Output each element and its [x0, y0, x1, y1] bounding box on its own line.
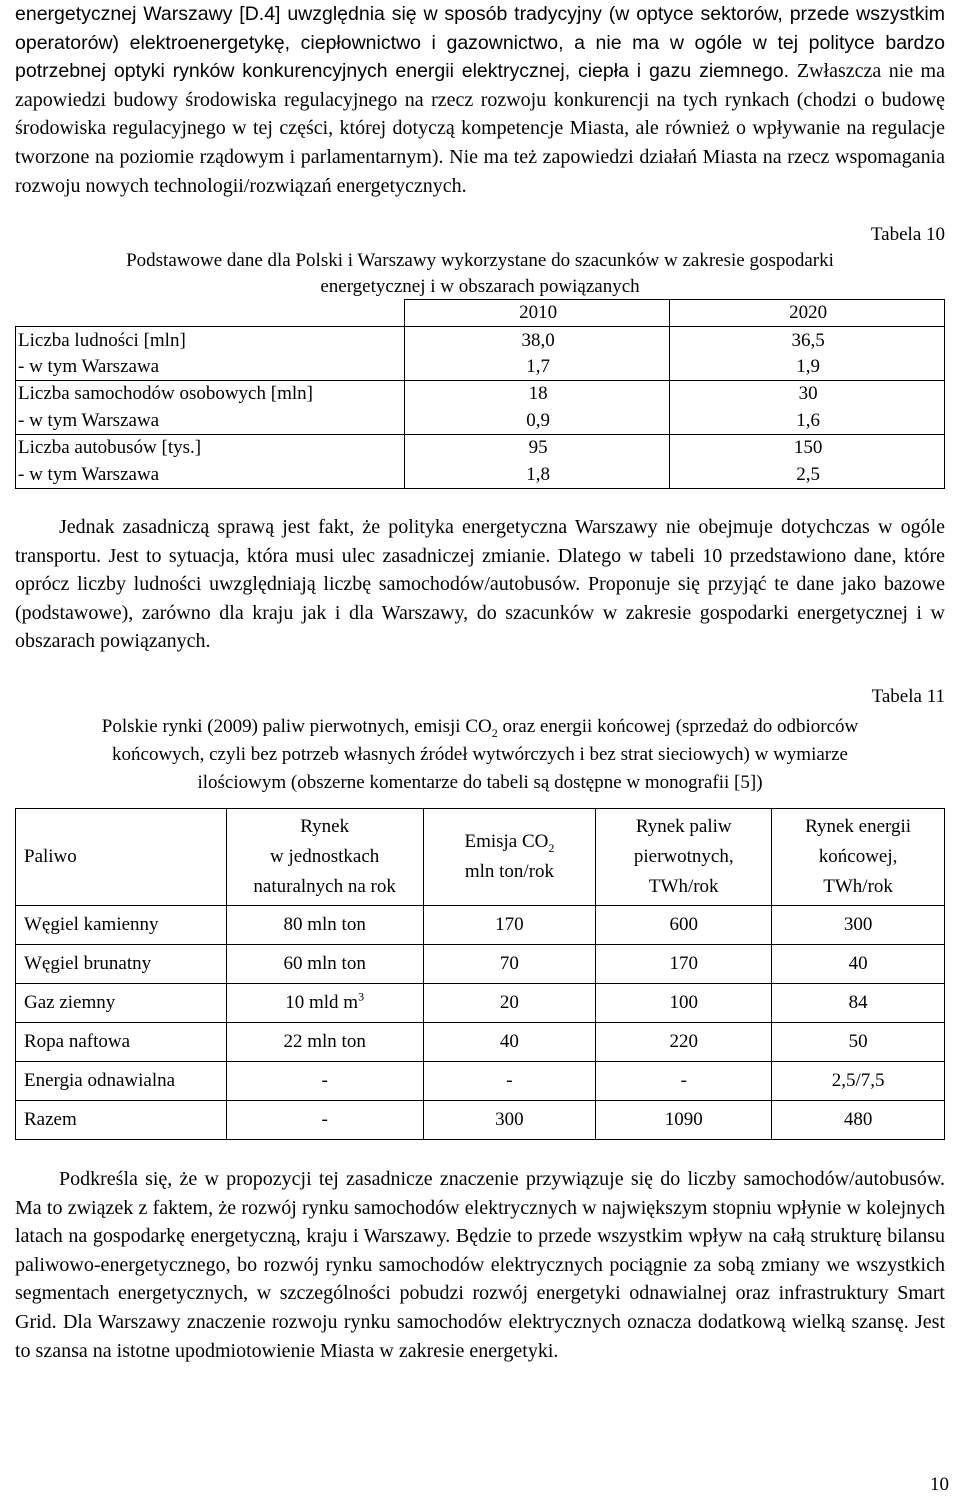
value-2020: 30 — [670, 381, 945, 408]
value-2010: 38,0 — [405, 327, 670, 354]
value-2010: 18 — [405, 381, 670, 408]
table-row — [16, 461, 945, 488]
cell-emisja: 70 — [423, 945, 596, 984]
cell-rynek: 22 mln ton — [226, 1023, 423, 1062]
table-row — [16, 984, 945, 1023]
cell-rynek: 10 mld $m^3$ — [226, 984, 423, 1023]
row-label: Liczba ludności [mln] — [16, 327, 405, 354]
table-10-label: Tabela 10 — [870, 224, 945, 245]
cell-paliwo: Gaz ziemny — [16, 984, 227, 1023]
cell-paliwo: Razem — [16, 1101, 227, 1140]
header-rynek-koncowy: Rynek energii końcowej, TWh/rok — [772, 809, 945, 906]
table-row — [16, 906, 945, 945]
cell-paliwo: Węgiel brunatny — [16, 945, 227, 984]
cell-pierwotne: 100 — [596, 984, 772, 1023]
paragraph-1 — [15, 0, 945, 200]
value-2020: 1,9 — [670, 354, 945, 381]
cell-emisja: - — [423, 1062, 596, 1101]
table-11-title — [15, 713, 945, 797]
table-10-title — [15, 248, 945, 300]
value-2020: 36,5 — [670, 327, 945, 354]
table-11-title-line-1: Polskie rynki (2009) paliw pierwotnych, emisji $CO_2$ oraz energii końcowej (sprzedaż do odbiorców — [101, 716, 859, 740]
cell-paliwo: Ropa naftowa — [16, 1023, 227, 1062]
table-11 — [15, 808, 945, 1140]
cell-koncowa: 40 — [772, 945, 945, 984]
value-2010: 1,7 — [405, 354, 670, 381]
table-row — [16, 408, 945, 435]
row-label: - w tym Warszawa — [16, 461, 405, 488]
paragraph-1-sans: energetycznej Warszawy [D.4] uwzględnia się w sposób tradycyjny (w optyce sektorów, przede wszystkim operatorów) elektroenergetykę, ciepłownictwo i gazownictwo, a nie ma w ogóle w tej polityce bardzo potrzebnej optyki rynków konkurencyjnych energii elektrycznej, ciepła i gazu ziemnego. — [15, 3, 945, 83]
cell-koncowa: 300 — [772, 906, 945, 945]
table-row — [16, 381, 945, 408]
header-rynek: Rynek w jednostkach naturalnych na rok — [226, 809, 423, 906]
table-row — [16, 1023, 945, 1062]
value-2010: 95 — [405, 434, 670, 461]
cell-pierwotne: 1090 — [596, 1101, 772, 1140]
cell-emisja: 170 — [423, 906, 596, 945]
table-row — [16, 354, 945, 381]
table-10-col-2010: 2010 — [405, 300, 670, 327]
value-2020: 150 — [670, 434, 945, 461]
cell-koncowa: 84 — [772, 984, 945, 1023]
table-11-header-row — [16, 809, 945, 906]
row-label: Liczba samochodów osobowych [mln] — [16, 381, 405, 408]
cell-paliwo: Węgiel kamienny — [16, 906, 227, 945]
table-11-title-line-3: ilościowym (obszerne komentarze do tabeli są dostępne w monografii [5]) — [197, 772, 763, 793]
cell-rynek: 80 mln ton — [226, 906, 423, 945]
header-paliwo: Paliwo — [16, 809, 227, 906]
cell-pierwotne: 170 — [596, 945, 772, 984]
cell-koncowa: 480 — [772, 1101, 945, 1140]
cell-pierwotne: 600 — [596, 906, 772, 945]
cell-koncowa: 2,5/7,5 — [772, 1062, 945, 1101]
cell-koncowa: 50 — [772, 1023, 945, 1062]
header-emisja: Emisja $CO_2$ mln ton/rok — [423, 809, 596, 906]
row-label: Liczba autobusów [tys.] — [16, 434, 405, 461]
cell-emisja: 300 — [423, 1101, 596, 1140]
table-10 — [15, 299, 945, 489]
table-11-title-line-2: końcowych, czyli bez potrzeb własnych źródeł wytwórczych i bez strat sieciowych) w wymiarze — [112, 744, 848, 765]
page-number: 10 — [930, 1474, 949, 1495]
header-rynek-pierwotny: Rynek paliw pierwotnych, TWh/rok — [596, 809, 772, 906]
value-2020: 1,6 — [670, 408, 945, 435]
cell-rynek: - — [226, 1062, 423, 1101]
table-row — [16, 434, 945, 461]
paragraph-3: Podkreśla się, że w propozycji tej zasadnicze znaczenie przywiązuje się do liczby samochodów/autobusów. Ma to związek z faktem, że rozwój rynku samochodów elektrycznych w największym stopniu wpłynie w kolejnych latach na gospodarkę energetyczną, kraju i Warszawy. Będzie to przede wszystkim wpływ na całą strukturę bilansu paliwowo-energetycznego, bo rozwój rynku samochodów elektrycznych pociągnie za sobą zmiany we wszystkich segmentach energetycznych, w szczególności pobudzi rozwój energetyki odnawialnej oraz infrastruktury Smart Grid. Dla Warszawy znaczenie rozwoju rynku samochodów elektrycznych oznacza dodatkową wielką szansę. Jest to szansa na istotne upodmiotowienie Miasta w zakresie energetyki. — [15, 1168, 945, 1362]
table-10-title-line-1: Podstawowe dane dla Polski i Warszawy wykorzystane do szacunków w zakresie gospodarki — [126, 250, 834, 271]
paragraph-2: Jednak zasadniczą sprawą jest fakt, że polityka energetyczna Warszawy nie obejmuje dotychczas w ogóle transportu. Jest to sytuacja, która musi ulec zasadniczej zmianie. Dlatego w tabeli 10 przedstawiono dane, które oprócz liczby ludności uwzględniają liczbę samochodów/autobusów. Proponuje się przyjąć te dane jako bazowe (podstawowe), zarówno dla kraju jak i dla Warszawy, do szacunków w zakresie gospodarki energetycznej i w obszarach powiązanych. — [15, 516, 945, 653]
cell-pierwotne: 220 — [596, 1023, 772, 1062]
cell-paliwo: Energia odnawialna — [16, 1062, 227, 1101]
table-row — [16, 945, 945, 984]
cell-emisja: 40 — [423, 1023, 596, 1062]
value-2010: 1,8 — [405, 461, 670, 488]
cell-emisja: 20 — [423, 984, 596, 1023]
cell-rynek: - — [226, 1101, 423, 1140]
table-11-label: Tabela 11 — [871, 686, 945, 707]
table-10-title-line-2: energetycznej i w obszarach powiązanych — [320, 276, 640, 297]
cell-rynek: 60 mln ton — [226, 945, 423, 984]
table-row — [16, 1101, 945, 1140]
row-label: - w tym Warszawa — [16, 354, 405, 381]
value-2020: 2,5 — [670, 461, 945, 488]
table-10-header-row — [16, 300, 945, 327]
table-10-col-2020: 2020 — [670, 300, 945, 327]
cell-pierwotne: - — [596, 1062, 772, 1101]
row-label: - w tym Warszawa — [16, 408, 405, 435]
table-row — [16, 327, 945, 354]
table-row — [16, 1062, 945, 1101]
paragraph-1-serif: Zwłaszcza nie ma zapowiedzi budowy środowiska regulacyjnego na rzecz rozwoju konkurencji na tych rynkach (chodzi o budowę środowiska regulacyjnego w tej części, której dotyczą kompetencje Miasta, ale również o wpływanie na regulacje tworzone na poziomie rządowym i parlamentarnym). Nie ma też zapowiedzi działań Miasta na rzecz wspomagania rozwoju nowych technologii/rozwiązań energetycznych. — [15, 60, 945, 197]
value-2010: 0,9 — [405, 408, 670, 435]
